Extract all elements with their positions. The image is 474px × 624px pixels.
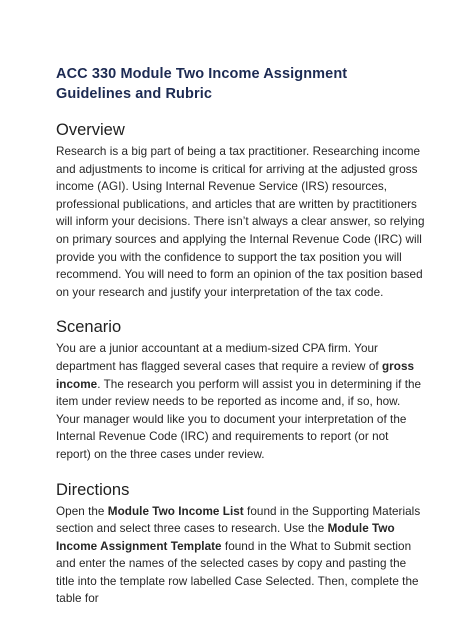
directions-bold-income-list: Module Two Income List — [107, 504, 244, 518]
scenario-section — [56, 317, 426, 463]
directions-bold-assignment-template: Module Two Income Assignment Template — [56, 522, 395, 553]
document-content — [56, 64, 426, 624]
scenario-text-2: . The research you perform will assist you in determining if the item under review needs to be reported as income and, if so, how. Your manager would like you to document your interpretation of the Internal Revenue Code (IRC) and requirements to report (or not report) on the three cases under review. — [56, 377, 422, 461]
scenario-heading: Scenario — [56, 318, 122, 337]
document-title: ACC 330 Module Two Income Assignment Guidelines and Rubric — [56, 66, 348, 102]
directions-text-1: Open the — [56, 504, 108, 518]
directions-section — [56, 480, 426, 609]
directions-text-2: found in the Supporting Materials section and select three cases to research. Use the — [56, 504, 421, 536]
directions-text-3: found in the What to Submit section and enter the names of the selected cases by copy and pasting the title into the template row labelled Case Selected. Then, complete the table for — [56, 539, 419, 606]
scenario-text-1: You are a junior accountant at a medium-sized CPA firm. Your department has flagged several cases that require a review of — [56, 342, 382, 373]
overview-paragraph: Research is a big part of being a tax practitioner. Researching income and adjustments to income is critical for arriving at the adjusted gross income (AGI). Using Internal Revenue Service (IRS) resources, professional publications, and articles that are written by practitioners will inform your decisions. There isn’t always a clear answer, so relying on primary sources and applying the Internal Revenue Code (IRC) will provide you with the confidence to support the tax position you will recommend. You will need to form an opinion of the tax position based on your research and justify your interpretation of the tax code. — [56, 145, 425, 299]
directions-heading: Directions — [56, 480, 130, 499]
overview-heading: Overview — [56, 121, 125, 139]
directions-paragraph — [56, 503, 426, 609]
scenario-paragraph — [56, 340, 426, 463]
scenario-bold-gross-income: gross income — [56, 359, 415, 391]
overview-section — [56, 120, 426, 301]
